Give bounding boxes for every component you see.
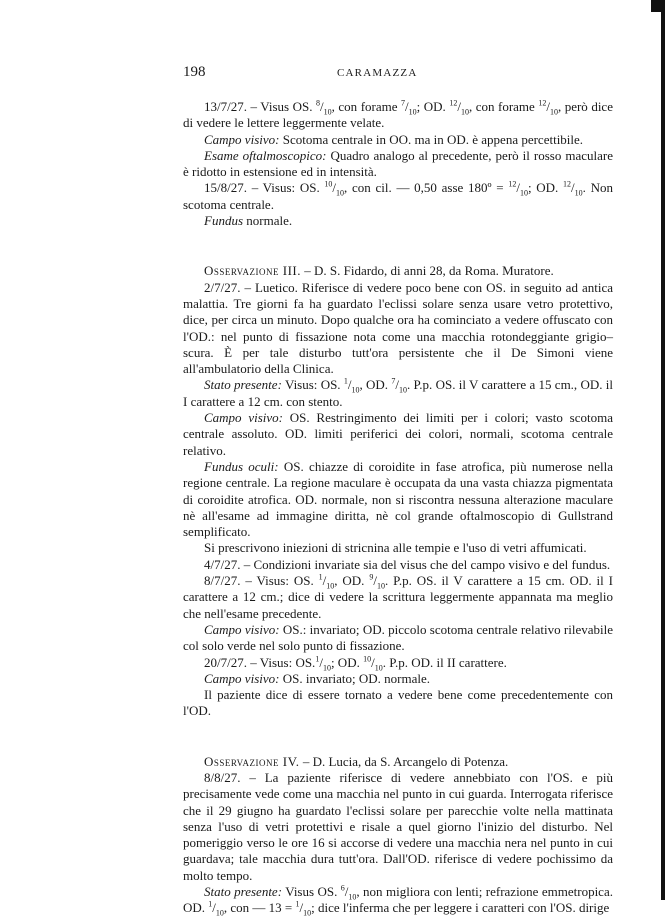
field-label: Campo visivo: <box>204 621 280 637</box>
field-label: Stato presente: <box>204 377 282 393</box>
paragraph-8-7: 8/7/27. – Visus: OS. $^1/_{10}$, OD. $^9/_{10}$. P.p. OS. il V carattere a 15 cm. OD. il I carattere a 12 cm.; dice di vedere la scrittura leggermente appannata ma meglio che nell'esame precedente. <box>183 572 613 621</box>
paragraph-visus-13-7: 13/7/27. – Visus OS. $^8/_{10}$, con forame $^7/_{10}$; OD. $^{12}/_{10}$, con forame $^{12}/_{10}$, però dice di vedere le lettere leggermente velate. <box>183 98 613 131</box>
paragraph-4-7: 4/7/27. – Condizioni invariate sia del visus che del campo visivo e del fundus. <box>204 556 611 572</box>
paragraph-fundus-oculi: Fundus oculi: OS. chiazze di coroidite in fase atrofica, più numerose nella regione centrale. La regione maculare è occupata da una vasta chiazza pigmentata di coroidite atrofica. OD. normale, non si riscontra nessuna alterazione maculare nè all'esame ad immagine diritta, nè col grande oftalmoscopio di Gullstrand semplificato. <box>183 458 613 540</box>
section-gap <box>183 720 613 754</box>
field-label: Fundus oculi: <box>204 458 279 474</box>
paragraph-campo-visivo: Campo visivo: Scotoma centrale in OO. ma in OD. è appena percettibile. <box>204 131 584 147</box>
paragraph-visus-15-8: 15/8/27. – Visus: OS. $^{10}/_{10}$, con cil. — 0,50 asse 180º = $^{12}/_{10}$; OD. $^{12}/_{10}$. Non scotoma centrale. <box>183 180 613 212</box>
paragraph-esame-oftalmoscopico: Esame oftalmoscopico: Quadro analogo al precedente, però il rosso maculare è ridotto in estensione ed in intensità. <box>183 147 613 180</box>
page-corner-shadow <box>651 0 665 12</box>
page-number: 198 <box>183 64 206 80</box>
field-label: Campo visivo: <box>204 131 280 147</box>
page-body <box>183 99 613 917</box>
paragraph-campo-visivo: Campo visivo: OS. Restringimento dei limiti per i colori; vasto scotoma centrale assoluto. OD. limiti periferici dei colori, normali, scotoma centrale relativo. <box>183 410 613 458</box>
paragraph-stato-presente: Stato presente: Visus OS. $^6/_{10}$, non migliora con lenti; refrazione emmetropica. OD. $^1/_{10}$, con — $13 = ^1/_{10}$; dice l'inferma che per leggere i caratteri con l'OS. dirige <box>183 883 613 918</box>
paragraph-history-2-7: 2/7/27. – Luetico. Riferisce di vedere poco bene con OS. in seguito ad antica malattia. Tre giorni fa ha guardato l'eclissi solare senza usare vetro protettivo, dice, per circa un minuto. Dopo qualche ora ha cominciato a vedere offuscato con l'OD.: nel punto di fissazione nota come una macchia rotondeggiante grigio–scura. È per tale disturbo tutt'ora persistente che il De Simoni viene all'ambulatorio della Clinica. <box>183 279 613 377</box>
paragraph-conclusion: Il paziente dice di essere tornato a vedere bene come precedentemente con l'OD. <box>183 687 613 719</box>
field-label: Campo visivo: <box>204 670 280 686</box>
section-gap <box>183 229 613 263</box>
running-title: CARAMAZZA <box>337 67 418 79</box>
field-label: Fundus <box>204 213 243 229</box>
case-heading-iii: Osservazione III. – D. S. Fidardo, di anni 28, da Roma. Muratore. <box>204 263 554 279</box>
paragraph-campo-visivo: Campo visivo: OS.: invariato; OD. piccolo scotoma centrale relativo rilevabile col solo verde nel solo punto di fissazione. <box>183 621 613 654</box>
case-heading-iv: Osservazione IV. – D. Lucia, da S. Arcangelo di Potenza. <box>204 753 509 769</box>
field-label: Stato presente: <box>204 884 283 900</box>
paragraph-prescrizione: Si prescrivono iniezioni di stricnina alle tempie e l'uso di vetri affumicati. <box>204 540 587 556</box>
paragraph-campo-visivo: Campo visivo: OS. invariato; OD. normale. <box>204 670 431 686</box>
field-label: Esame oftalmoscopico: <box>204 147 327 163</box>
paragraph-20-7: 20/7/27. – Visus: $OS.^1/_{10}$; OD. $^{10}/_{10}$. P.p. OD. il II carattere. <box>204 654 507 673</box>
paragraph-stato-presente: Stato presente: Visus: OS. $^1/_{10}$, OD. $^7/_{10}$. P.p. OS. il V carattere a 15 cm., OD. il I carattere a 12 cm. con stento. <box>183 377 614 409</box>
paragraph-fundus: Fundus normale. <box>204 213 293 229</box>
field-label: Campo visivo: <box>204 410 283 426</box>
page-edge-shadow <box>661 0 665 900</box>
page-header <box>183 64 523 84</box>
paragraph-history-8-8: 8/8/27. – La paziente riferisce di vedere annebbiato con l'OS. e più precisamente vede come una macchia nel punto in cui guarda. Interrogata riferisce che il 29 giugno ha guardato l'eclissi solare per parecchie volte nella mattinata senza l'uso di vetri protettivi e risale a quel giorno l'inizio del disturbo. Nel pomeriggio verso le ore 16 si accorse di vedere una macchia nera nel punto in cui guardava; tale macchia dura tutt'ora. Dall'OD. riferisce di vedere pochissimo da molto tempo. <box>183 769 613 883</box>
